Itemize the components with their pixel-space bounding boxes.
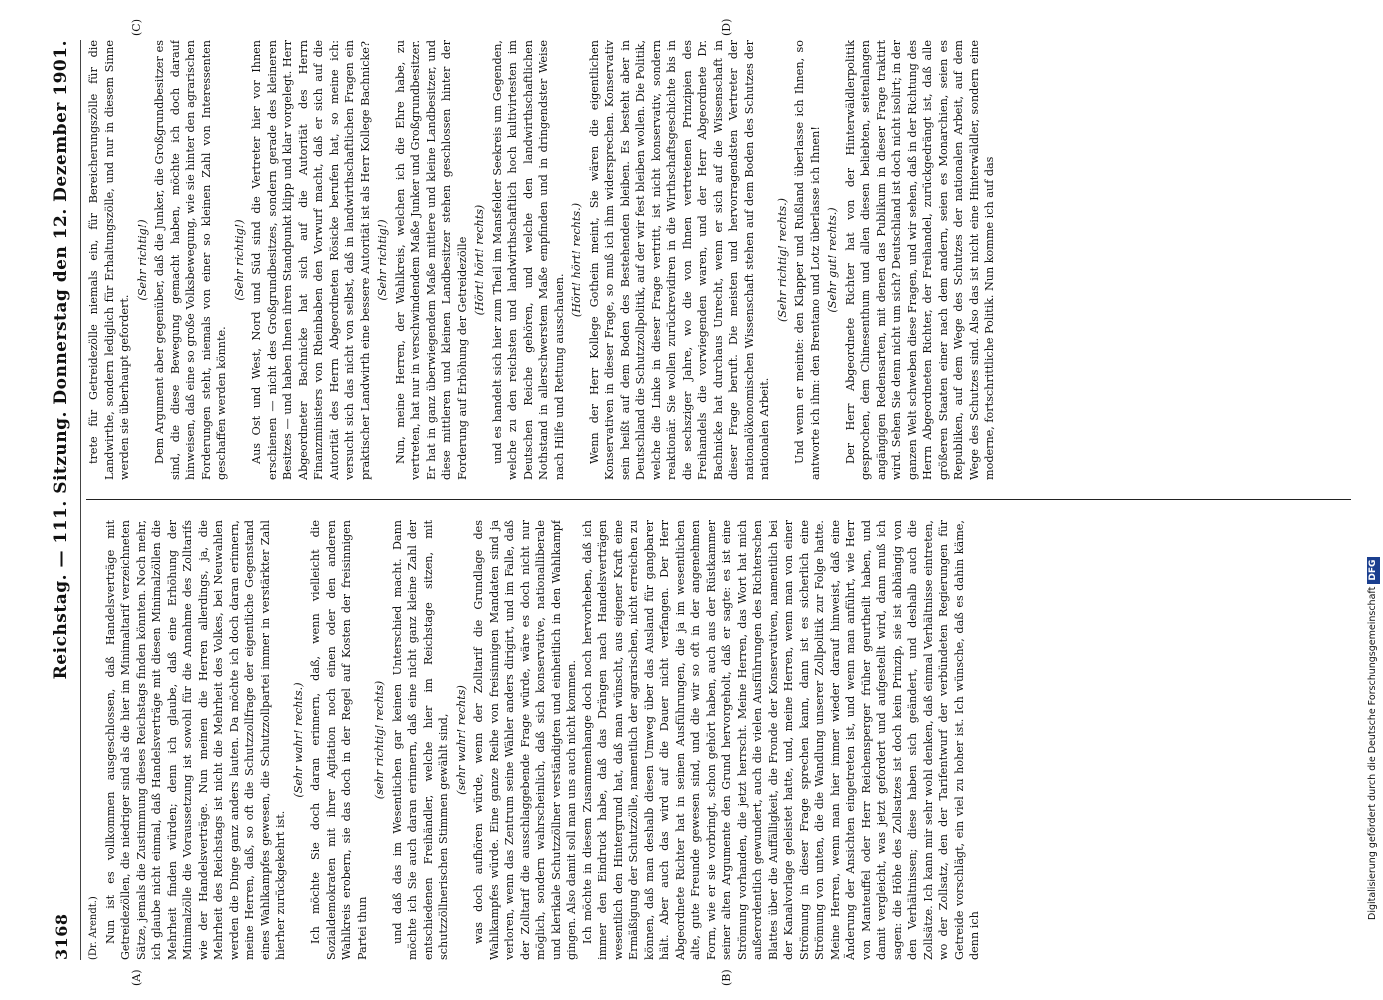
digitisation-note — [1364, 10, 1382, 990]
paragraph: trete für Getreidezölle niemals ein, für Bereicherungszölle für die Landwirthe, sondern lediglich für Erhaltungszölle, und nur in diesem Sinne werden sie überhaupt gefordert. — [87, 40, 131, 480]
paragraph: Wenn der Herr Kollege Gothein meint, Sie wären die eigentlichen Konservativen in dieser Frage, so muß ich ihm widersprechen. Konservativ sein heißt auf dem Boden des Bestehenden bleiben. Es besteht aber in Deutschland die Schutzzollpolitik, auf der wir fest bleiben wollen. Die Politik, welche die Linke in dieser Frage vertritt, ist nicht konservativ, sondern reaktionär. Sie wollen zurückrevidiren in die Wirthschaftsgeschichte bis in die sechsziger Jahre, wo die von Ihnen vertretenen Prinzipien des Freihandels die vorwiegenden waren, und der Herr Abgeordnete Dr. Bachnicke hat durchaus Unrecht, wenn er sich auf die Wissenschaft in dieser Frage beruft. Die meisten und hervorragendsten Vertreter der nationalökonomischen Wissenschaft stehen auf dem Boden des Schutzes der nationalen Arbeit. — [587, 40, 771, 480]
interjection: (sehr wahr! rechts) — [454, 685, 468, 795]
paragraph: Der Herr Abgeordnete Richter hat von der Hinterwäldlerpolitik gesprochen, dem Chinesenthum und allen diesen beliebten, seitenlangen angängigen Redensarten, mit denen das Publikum in dieser Frage traktirt wird. Sehen Sie denn nicht um sich? Deutschland ist doch nicht isolirt; in der ganzen Welt schweben diese Fragen, und wir sehen, daß in der Richtung des Herrn Abgeordneten Richter, der Freihandel, zurückgedrängt ist, daß alle größeren Staaten einer nach dem andern, seien es Monarchien, seien es Republiken, auf dem Wege des Schutzes der nationalen Arbeit, auf dem Wege des Schutzes sind. Also das ist nicht eine Hinterwäldler, sondern eine moderne, fortschrittliche Politik. Nun komme ich auf das — [843, 40, 996, 480]
page-title: Reichstag. — 111. Sitzung. Donnerstag den 12. Dezember 1901. — [51, 40, 71, 680]
speaker-label: (Dr. Arendt.) — [88, 896, 99, 960]
digitisation-text: Digitalisierung gefördert durch die Deutsche Forschungsgemeinschaft — [1367, 586, 1378, 920]
paragraph: was doch aufhören würde, wenn der Zolltarif die Grundlage des Wahlkampfes würde. Eine ganze Reihe von freisinnigen Mandaten sind ja verloren, wenn das Zentrum seine Wähler anders dirigirt, und im Falle, daß der Zolltarif die ausschlaggebende Frage würde, wäre es doch nicht nur möglich, sondern wahrscheinlich, daß sich konservative, nationalliberale und klerikale Schutzzöllner verständigten und einheitlich in den Wahlkampf gingen. Also damit soll man uns auch nicht kommen. — [472, 520, 578, 960]
paragraph: Aus Ost und West, Nord und Süd sind die Vertreter hier vor Ihnen erschienen — nicht des Großgrundbesitzes, sondern gerade des kleineren Besitzes — und haben Ihnen ihren Standpunkt klipp und klar vorgelegt. Herr Abgeordneter Bachnicke hat sich auf die Autorität des Herrn Finanzministers von Rheinbaben den Vorwurf macht, daß er sich auf die Autorität des Herrn Abgeordneten Rösicke berufen hat, so meine ich: versucht sich das nicht von selbst, daß in landwirthschaftlichen Fragen ein praktischer Landwirth eine bessere Autorität ist als Herr Kollege Bachnicke? — [250, 40, 372, 480]
interjection: (Hört! hört! rechts.) — [570, 202, 583, 318]
interjection: (Hört! hört! rechts) — [473, 204, 486, 316]
interjection: (Sehr richtig!) — [376, 219, 389, 301]
left-column — [86, 520, 1351, 960]
header-rule — [80, 40, 81, 960]
paragraph: Ich möchte Sie doch daran erinnern, daß, wenn vielleicht die Sozialdemokraten mit ihrer Agitation noch einen oder den anderen Wahlkreis erobern, sie das doch in der Regel auf Kosten der freisinnigen Partei thun — [309, 520, 369, 960]
interjection: (Sehr gut! rechts.) — [826, 207, 839, 313]
interjection: (Sehr richtig!) — [232, 219, 246, 301]
paragraph: Nun ist es vollkommen ausgeschlossen, daß Handelsverträge mit Getreidezöllen, die niedriger sind als die hier im Minimaltarif verzeichneten Sätze, jemals die Zustimmung dieses Reichstags finden könnten. Noch mehr, ich glaube nicht einmal, daß Handelsverträge mit diesen Minimalzöllen die Mehrheit finden würden; denn ich glaube, daß eine Erhöhung der Minimalzölle die Voraussetzung ist sowohl für die Annahme des Zolltarifs wie der Handelsverträge. Nun meinen die Herren allerdings, ja, die Mehrheit des Reichstags ist nicht die Mehrheit des Volkes, bei Neuwahlen werden die Dinge ganz anders lauten. Da möchte ich doch daran erinnern, meine Herren, daß, so oft die Schutzzollfrage der eigentliche Gegenstand eines Wahlkampfes gewesen, die Schutzzollpartei immer in verstärkter Zahl hierher zurückgekehrt ist. — [103, 520, 287, 960]
paragraph: und es handelt sich hier zum Theil im Mansfelder Seekreis um Gegenden, welche zu den reichsten und landwirthschaftlich hoch kultivirtesten im Deutschen Reiche gehören, und welche den landwirthschaftlichen Nothstand in allerschwerstem Maße empfinden und in dringendster Weise nach Hilfe und Rettung ausschauen. — [490, 40, 566, 480]
interjection: (Sehr richtig!) — [135, 219, 149, 301]
dfg-logo: DFG — [1367, 557, 1380, 584]
paragraph: Und wenn er meinte: den Klapper und Rußland überlasse ich Ihnen, so antworte ich ihm: den Brentano und Lotz überlasse ich Ihnen! — [793, 40, 822, 480]
paragraph: Nun, meine Herren, der Wahlkreis, welchen ich die Ehre habe, zu vertreten, hat nur in verschwindendem Maße Junker und Großgrundbesitzer. Er hat in ganz überwiegendem Maße mittlere und kleine Landbesitzer, und diese mittleren und kleinen Landbesitzer stehen geschlossen hinter der Forderung auf Erhöhung der Getreidezölle — [393, 40, 469, 480]
margin-letter-a: (A) — [130, 969, 143, 986]
interjection: (sehr richtig! rechts) — [373, 680, 386, 800]
page-number: 3168 — [51, 913, 71, 960]
column-divider — [86, 499, 1351, 500]
page-header — [44, 40, 78, 960]
paragraph: Dem Argument aber gegenüber, daß die Junker, die Großgrundbesitzer es sind, die diese Bewegung gemacht haben, möchte ich doch darauf hinweisen, daß eine so große Volksbewegung, wie sie hinter den agrarischen Forderungen steht, niemals von einer so kleinen Zahl von Interessenten geschaffen werden könnte. — [153, 40, 228, 480]
paragraph: Ich möchte in diesem Zusammenhange doch noch hervorheben, daß ich immer den Eindruck habe, daß das Drängen nach Handelsverträgen wesentlich den Hintergrund hat, daß man wünscht, aus eigener Kraft eine Ermäßigung der Schutzzölle, namentlich der agrarischen, nicht erreichen zu können, daß man deshalb diesen Umweg über das Ausland für gangbarer hält. Aber auch das wird auf die Dauer nicht verfangen. Der Herr Abgeordnete Richter hat in seinen Ausführungen, die ja im wesentlichen alte, gute Freunde gewesen sind, und die wir so oft in der angenehmen Form, wie er sie vorbringt, schon gehört haben, auch aus der Rüstkammer seiner alten Argumente den Grund hervorgeholt, daß er sagte: es ist eine Strömung vorhanden, die jetzt herrscht. Meine Herren, das Wort hat mich außerordentlich gewundert, auch die vielen Ausführungen des Richterschen Blattes über die Auffälligkeit, die Fronde der Konservativen, namentlich bei der Kanalvorlage geleistet hatte, und, meine Herren, wenn man von einer Strömung in dieser Frage sprechen kann, dann ist es sicherlich eine Strömung von unten, die die Wandlung unserer Zollpolitik zur Folge hatte. Meine Herren, wenn man hier immer wieder darauf hinweist, daß eine Änderung der Ansichten eingetreten ist, und wenn man anführt, wie Herr von Manteuffel oder Herr Reichensperger früher geurtheilt haben, und damit vergleicht, was jetzt gefordert und aufgestellt wird, dann muß ich sagen: die Höhe des Zollsatzes ist doch kein Prinzip, sie ist abhängig von den Verhältnissen; diese haben sich geändert, und deshalb auch die Zollsätze. Ich kann mir sehr wohl denken, daß einmal Verhältnisse eintreten, wo der Zollsatz, den der Tarifentwurf der verbündeten Regierungen für Getreide vorschlägt, ein viel zu hoher ist. Ich wünsche, daß es dahin käme, denn ich — [580, 520, 981, 960]
paragraph: und daß das im Wesentlichen gar keinen Unterschied macht. Dann möchte ich Sie auch daran erinnern, daß eine nicht ganz kleine Zahl der entschiedenen Freihändler, welche hier im Reichstage sitzen, mit schutzzöllnerischen Stimmen gewählt sind, — [390, 520, 450, 960]
margin-letter-c: (C) — [130, 19, 143, 36]
interjection: (Sehr wahr! rechts.) — [291, 682, 305, 798]
margin-letter-d: (D) — [720, 18, 733, 36]
interjection: (Sehr richtig! rechts.) — [775, 197, 789, 323]
margin-letter-b: (B) — [720, 969, 733, 986]
right-column — [86, 40, 1351, 480]
